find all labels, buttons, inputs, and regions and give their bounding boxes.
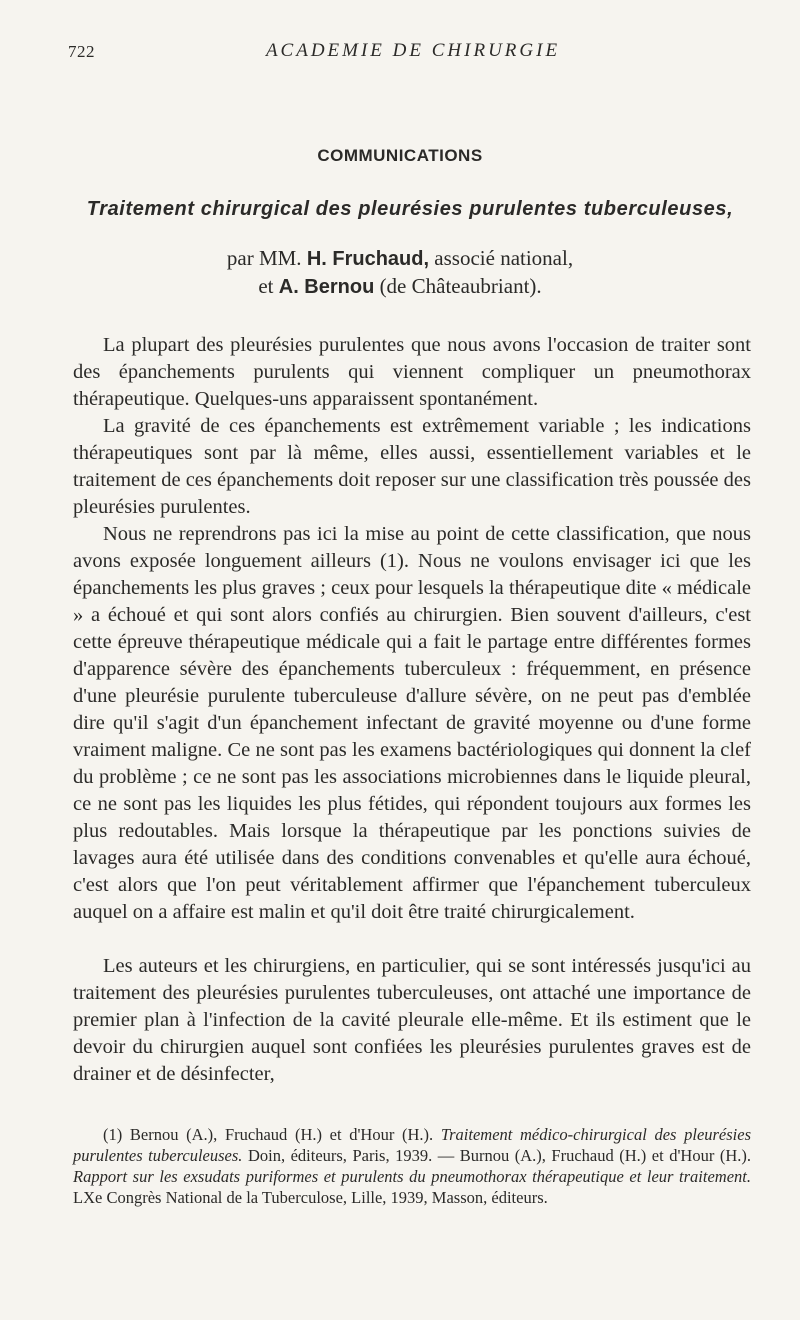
running-header	[68, 40, 758, 64]
byline	[0, 245, 800, 301]
author-location: (de Châteaubriant).	[379, 274, 542, 298]
paragraph: La gravité de ces épanchements est extrêmement variable ; les indications thérapeutiques sont par là même, elles aussi, essentiellement variables et le traitement de ces épanchements doit reposer sur une classification très poussée des pleurésies purulentes.	[73, 415, 751, 518]
footnote-report-title: Rapport sur les exsudats puriformes et purulents du pneumothorax thérapeutique et leur traitement.	[73, 1167, 751, 1186]
byline-prefix: par MM.	[226, 246, 302, 270]
section-heading: COMMUNICATIONS	[317, 146, 483, 165]
byline-line-2	[0, 273, 800, 301]
author-affiliation: associé national,	[434, 246, 574, 270]
paragraph: Nous ne reprendrons pas ici la mise au point de cette classification, que nous avons exposée longuement ailleurs (1). Nous ne voulons envisager ici que les épanchements les plus graves ; ceux pour lesquels la thérapeutique dite « médicale » a échoué et qui sont alors confiés au chirurgien. Bien souvent d'ailleurs, c'est cette épreuve thérapeutique médicale qui a fait le partage entre différentes formes d'apparence sévère des épanchements tuberculeux : fréquemment, en présence d'une pleurésie purulente tuberculeuse d'allure sévère, on ne peut pas d'emblée dire qu'il s'agit d'un épanchement infectant de gravité moyenne ou d'une forme vraiment maligne. Ce ne sont pas les examens bactériologiques qui donnent la clef du problème ; ce ne sont pas les associations microbiennes dans le liquide pleural, ce ne sont pas les liquides les plus fétides, qui répondent toujours aux formes les plus redoutables. Mais lorsque la thérapeutique par les ponctions suivies de lavages aura été utilisée dans des conditions convenables et qu'elle aura échoué, c'est alors que l'on peut véritablement affirmer que l'épanchement tuberculeux auquel on a affaire est malin et qu'il doit être traité chirurgicalement.	[73, 523, 751, 923]
article-title: Traitement chirurgical des pleurésies purulentes tuberculeuses,	[86, 198, 734, 220]
journal-title: ACADEMIE DE CHIRURGIE	[265, 40, 561, 61]
footnote-citation: LXe Congrès National de la Tuberculose, Lille, 1939, Masson, éditeurs.	[73, 1188, 548, 1207]
article-body	[73, 332, 751, 1088]
page-number: 722	[68, 42, 95, 61]
footnote-citation: (1) Bernou (A.), Fruchaud (H.) et d'Hour (H.).	[103, 1125, 434, 1144]
byline-line-1	[0, 245, 800, 273]
byline-conjunction: et	[258, 274, 274, 298]
footnote	[73, 1124, 751, 1208]
paragraph: Les auteurs et les chirurgiens, en particulier, qui se sont intéressés jusqu'ici au traitement des pleurésies purulentes tuberculeuses, ont attaché une importance de premier plan à l'infection de la cavité pleurale elle-même. Et ils estiment que le devoir du chirurgien auquel sont confiées les pleurésies purulentes graves est de drainer et de désinfecter,	[73, 955, 751, 1085]
footnote-citation: Doin, éditeurs, Paris, 1939. — Burnou (A.), Fruchaud (H.) et d'Hour (H.).	[247, 1146, 752, 1165]
footnote-book-title: Traitement médico-chirurgical des pleurésies purulentes tuberculeuses.	[73, 1125, 752, 1165]
author-name: A. Bernou	[278, 276, 375, 298]
paragraph: La plupart des pleurésies purulentes que nous avons l'occasion de traiter sont des épanchements purulents qui viennent compliquer un pneumothorax thérapeutique. Quelques-uns apparaissent spontanément.	[73, 334, 751, 410]
author-name: H. Fruchaud,	[306, 248, 430, 270]
